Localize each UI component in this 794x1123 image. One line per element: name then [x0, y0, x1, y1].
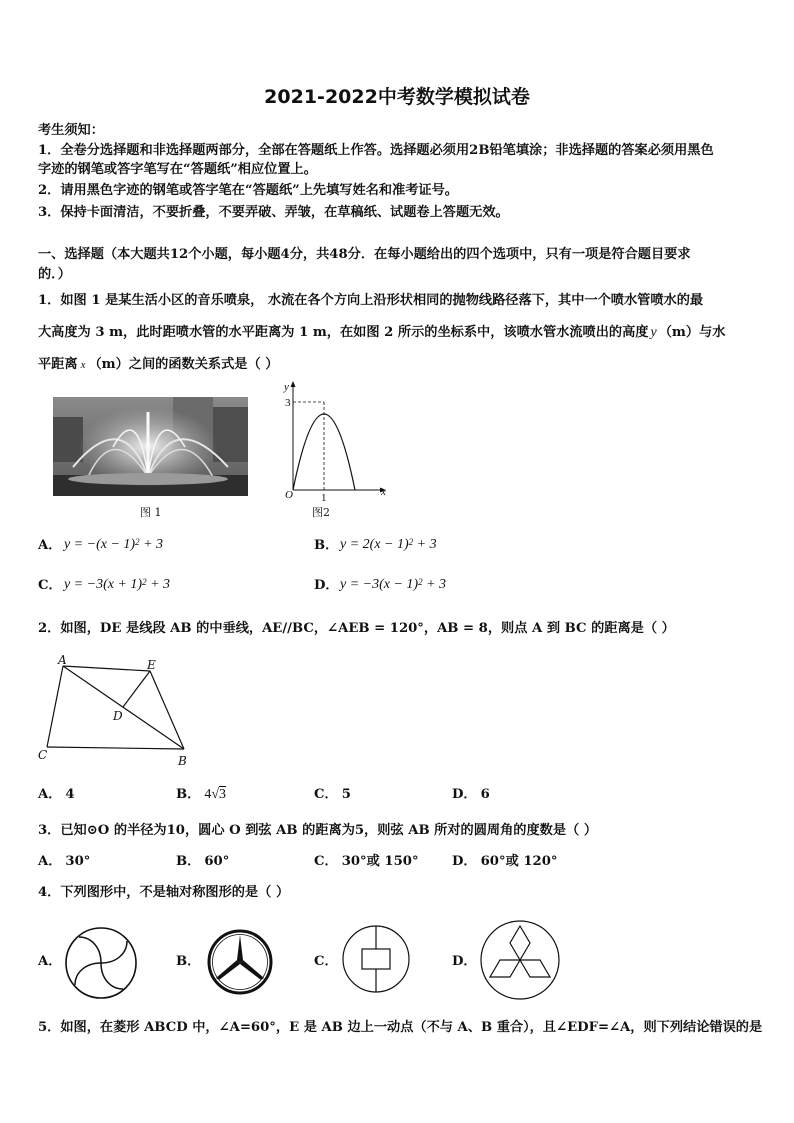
- q2-option-d: [452, 786, 490, 804]
- q1-option-b-post: + 3: [413, 537, 437, 552]
- graph-ytick-3: 3: [285, 397, 291, 409]
- q3-text: 3．已知⊙O 的半径为10，圆心 O 到弦 AB 的距离为5，则弦 AB 所对的圆周角的度数是（ ）: [38, 823, 598, 838]
- q1-option-b-expr: [340, 536, 437, 554]
- notice-line-1a: 1．全卷分选择题和非选择题两部分，全部在答题纸上作答。选择题必须用2B铅笔填涂；非选择题的答案必须用黑色: [38, 143, 714, 158]
- q1-var-y: y: [650, 325, 657, 340]
- q2-point-e: E: [147, 658, 156, 672]
- fountain-photo: [53, 397, 248, 496]
- q1-option-b-exp: 2: [408, 537, 414, 547]
- q1-option-c-pre: y = −3(x + 1): [64, 577, 143, 592]
- q3-option-a-letter: A．: [38, 854, 62, 869]
- graph-y-label: y: [284, 381, 289, 393]
- pinwheel-circle-icon: [63, 925, 139, 1001]
- three-point-star-logo-icon: [205, 927, 275, 997]
- q2-point-d: D: [113, 709, 123, 723]
- q5-text: 5．如图，在菱形 ABCD 中，∠A=60°，E 是 AB 边上一动点（不与 A、B 重合），且∠EDF=∠A，则下列结论错误的是: [38, 1020, 763, 1035]
- q4-option-c-letter: C．: [314, 954, 338, 969]
- q2-option-b: [176, 786, 226, 804]
- q1-option-c-letter: C．: [38, 578, 62, 593]
- notice-line-2: 2．请用黑色字迹的钢笔或答字笔在“答题纸”上先填写姓名和准考证号。: [38, 183, 458, 198]
- page-title: 2021-2022中考数学模拟试卷: [264, 86, 530, 108]
- q3-option-c-value: 30°或 150°: [341, 854, 419, 869]
- parabola-graph: [276, 378, 391, 503]
- q2-option-c: [314, 786, 351, 804]
- q3-option-d: [452, 853, 557, 871]
- q3-option-c: [314, 853, 419, 871]
- q3-option-d-value: 60°或 120°: [480, 854, 558, 869]
- q2-option-a-letter: A．: [38, 787, 62, 802]
- circle-with-rectangle-icon: [340, 923, 412, 995]
- q1-option-c-post: + 3: [146, 577, 171, 592]
- q1-line2-tail: （m）与水: [658, 325, 726, 340]
- q2-option-b-radical: 3: [219, 787, 227, 802]
- radical-sign-icon: √: [211, 787, 220, 802]
- graph-x-label: x: [381, 486, 386, 498]
- q1-line2-body: 大高度为 3 m，此时距喷水管的水平距离为 1 m，在如图 2 所示的坐标系中，该喷水管水流喷出的高度: [38, 325, 649, 340]
- graph-origin-label: O: [285, 489, 293, 501]
- three-diamond-logo-icon: [478, 918, 562, 1002]
- q1-text-line-2: [38, 324, 725, 342]
- q1-option-a-pre: y = −(x − 1): [64, 537, 136, 552]
- q2-option-d-letter: D．: [452, 787, 477, 802]
- notice-line-3: 3．保持卡面清洁，不要折叠，不要弄破、弄皱，在草稿纸、试题卷上答题无效。: [38, 205, 509, 220]
- q2-point-c: C: [38, 748, 48, 762]
- q2-option-a-value: 4: [65, 787, 75, 802]
- q4-option-b-letter: B．: [176, 954, 201, 969]
- q2-point-b: B: [178, 754, 187, 768]
- q1-option-a-letter: A．: [38, 538, 62, 553]
- q1-option-a-exp: 2: [135, 537, 140, 547]
- q1-option-d-expr: [340, 576, 446, 594]
- q4-text: 4．下列图形中，不是轴对称图形的是（ ）: [38, 885, 290, 900]
- q3-option-b-letter: B．: [176, 854, 201, 869]
- q1-text-line-1: 1．如图 1 是某生活小区的音乐喷泉， 水流在各个方向上沿形状相同的抛物线路径落下，其中一个喷水管喷水的最: [38, 293, 704, 308]
- q4-option-d-letter: D．: [452, 954, 477, 969]
- q3-option-d-letter: D．: [452, 854, 477, 869]
- q1-var-x: x: [80, 359, 86, 371]
- q2-option-c-value: 5: [341, 787, 351, 802]
- q2-option-b-letter: B．: [176, 787, 201, 802]
- q1-line3-head: 平距离: [38, 357, 78, 372]
- section-heading-line-1: 一、选择题（本大题共12个小题，每小题4分，共48分．在每小题给出的四个选项中，只有一项是符合题目要求: [38, 247, 691, 262]
- q1-option-d-letter: D．: [314, 578, 339, 593]
- fig1-caption: 图 1: [140, 506, 162, 519]
- section-heading-line-2: 的．）: [38, 267, 71, 282]
- q3-option-b: [176, 853, 229, 871]
- q1-option-b-pre: y = 2(x − 1): [340, 537, 409, 552]
- q2-option-b-value: 4: [204, 787, 212, 802]
- q1-option-d-exp: 2: [418, 577, 423, 587]
- q1-option-d-pre: y = −3(x − 1): [340, 577, 419, 592]
- q1-option-b-letter: B．: [314, 538, 339, 553]
- graph-xtick-1: 1: [321, 492, 327, 504]
- q2-option-a: [38, 786, 75, 804]
- q2-point-a: A: [58, 653, 67, 667]
- q4-option-a-letter: A．: [38, 954, 62, 969]
- q1-option-a-post: + 3: [139, 537, 164, 552]
- notice-heading: 考生须知：: [38, 123, 104, 138]
- q1-line3-tail: （m）之间的函数关系式是（ ）: [88, 357, 279, 372]
- q3-option-c-letter: C．: [314, 854, 338, 869]
- q2-option-c-letter: C．: [314, 787, 338, 802]
- fig2-caption: 图2: [312, 506, 330, 519]
- q1-option-a-expr: [64, 536, 163, 554]
- q1-option-c-expr: [64, 576, 170, 594]
- q1-option-c-exp: 2: [142, 577, 147, 587]
- q3-option-b-value: 60°: [204, 854, 230, 869]
- q2-option-d-value: 6: [480, 787, 490, 802]
- q3-option-a-value: 30°: [65, 854, 91, 869]
- notice-line-1b: 字迹的钢笔或答字笔写在“答题纸”相应位置上。: [38, 162, 317, 177]
- q1-text-line-3: [38, 356, 278, 374]
- q1-option-d-post: + 3: [422, 577, 447, 592]
- q3-option-a: [38, 853, 90, 871]
- q2-text: 2．如图，DE 是线段 AB 的中垂线，AE//BC，∠AEB = 120°，AB = 8，则点 A 到 BC 的距离是（ ）: [38, 621, 675, 636]
